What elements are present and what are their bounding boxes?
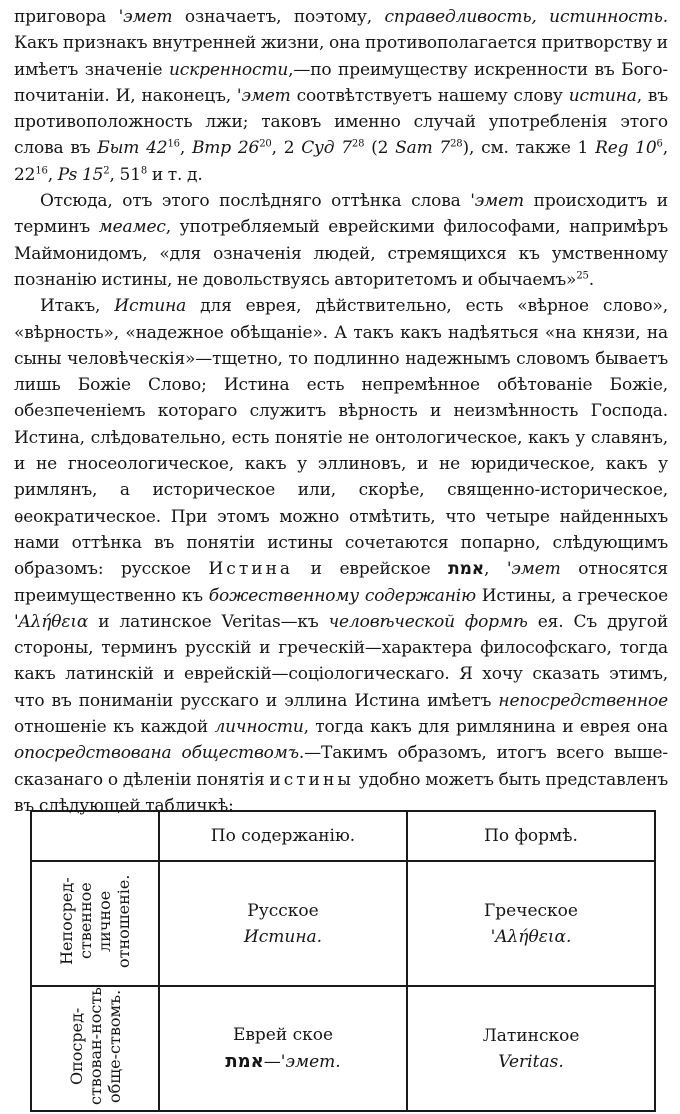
text-run: Какъ признакъ внутренней жизни, она противополагается притворству и имѣетъ значеніе <box>14 33 668 80</box>
row-label-direct: Непосред-ственное личное отношеніе. <box>57 874 133 968</box>
text-run: ,—по преимуществу искренности въ Бого-почитаніи. И, наконецъ, <box>14 59 668 106</box>
term-word: —'эмет. <box>263 1052 341 1072</box>
italic-term: меамес <box>98 217 166 238</box>
italic-term: Истина <box>114 296 187 317</box>
italic-term: человѣческой формѣ <box>328 611 528 632</box>
table-cell-latin <box>407 986 655 1111</box>
text-run: Отсюда, отъ этого послѣдняго оттѣнка слова <box>40 191 471 212</box>
table-row <box>31 861 655 986</box>
term-word: Истина. <box>243 926 323 947</box>
text-run: относятся преимущественно къ <box>14 559 668 606</box>
text-run: , 2 <box>271 138 302 159</box>
text-run: происходитъ и терминъ <box>14 191 668 238</box>
language-name: Русское <box>247 900 319 921</box>
hebrew-word: אמת <box>448 559 484 580</box>
classification-table <box>30 810 656 1112</box>
body-text <box>14 4 668 819</box>
hebrew-term-line <box>160 1051 406 1072</box>
hebrew-word: אמת <box>225 1051 264 1072</box>
verse-subscript: 8 <box>140 165 148 177</box>
row-label-cell <box>31 861 159 986</box>
table-cell-russian <box>159 861 407 986</box>
text-run: , 51 <box>109 164 141 185</box>
page <box>14 4 668 819</box>
text-run: , <box>47 164 58 185</box>
paragraph-3 <box>14 293 668 819</box>
bible-reference: Быт 42 <box>97 138 168 159</box>
text-run: , употребляемый еврейскими философами, напримѣръ Маймонидомъ, «для означенія людей, стремящихся къ умственному познанію истины, не довольствуясь авторитетомъ и обычаемъ» <box>14 217 668 290</box>
language-name: Греческое <box>484 900 578 921</box>
text-run: приговора <box>14 7 119 27</box>
italic-term: непосредственное <box>498 690 668 711</box>
italic-term: справедливость, истинность. <box>384 7 668 27</box>
footnote-marker: 25 <box>576 270 589 282</box>
text-run: удобно можетъ быть представленъ въ слѣдующей табличкѣ: <box>14 769 668 816</box>
paragraph-1 <box>14 4 668 188</box>
bible-reference: Втр 26 <box>191 138 260 159</box>
text-run: Итакъ, <box>40 296 115 317</box>
row-label-cell <box>31 986 159 1111</box>
italic-term: личности <box>214 717 304 738</box>
italic-term: 'эмет <box>236 85 291 106</box>
table-row <box>31 986 655 1111</box>
italic-term: опосредствована обществомъ <box>14 743 299 764</box>
text-run: , 22 <box>14 138 668 185</box>
table-header-row <box>31 811 655 861</box>
text-run: и латинское Veritas—къ <box>88 611 329 632</box>
italic-term: искренности <box>168 59 289 80</box>
bible-reference: Суд 7 <box>301 138 352 159</box>
spaced-term: Истина <box>208 559 294 580</box>
italic-term: 'эмет <box>506 559 561 580</box>
verse-subscript: 20 <box>259 138 272 150</box>
spaced-term: истины <box>269 769 354 790</box>
text-run: ея. Съ другой стороны, терминъ русскій и греческій—характера философскаго, тогда какъ латинскій и еврейскій—соціологическаго. Я хочу сказать этимъ, что въ пониманіи русскаго и эллина Истина имѣетъ <box>14 611 668 711</box>
bible-reference: Ps 15 <box>57 164 104 185</box>
italic-term: божественному содержанію <box>208 585 476 606</box>
text-run: и т. д. <box>147 164 203 185</box>
text-run: Истины, а греческое <box>475 585 668 606</box>
text-run: , тогда какъ для римлянина и еврея она <box>303 717 668 738</box>
column-header-content: По содержанію. <box>159 811 407 861</box>
table-cell-greek <box>407 861 655 986</box>
text-run: и еврейское <box>293 559 449 580</box>
verse-subscript: 28 <box>351 138 365 150</box>
language-name: Латинское <box>482 1025 580 1046</box>
table-corner-cell <box>31 811 159 861</box>
verse-subscript: 2 <box>103 165 110 177</box>
greek-term: 'Αλήθεια <box>14 611 89 632</box>
text-run: означаетъ, поэтому, <box>172 7 385 27</box>
paragraph-2 <box>14 188 668 293</box>
text-run: для еврея, дѣйствительно, есть «вѣрное слово», «вѣрность», «надежное обѣщаніе». А такъ какъ надѣяться «на князи, на сыны человѣческія»—тщетно, то подлинно надежнымъ словомъ бываетъ лишь Божіе Слово; Истина есть непремѣнное обѣтованіе Божіе, обезпеченіемъ котораго служитъ вѣрность и неизмѣнность Господа. Истина, слѣдовательно, есть понятіе не онтологическое, какъ у славянъ, и не гносеологическое, какъ у эллиновъ, и не юридическое, какъ у римлянъ, а историческое или, скорѣе, священно-историческое, ѳеократическое. При этомъ можно отмѣтить, что четыре найденныхъ нами оттѣнка въ понятіи истины сочетаются попарно, слѣдующимъ образомъ: русское <box>14 296 668 580</box>
text-run: ), см. также 1 <box>462 138 596 159</box>
italic-term: 'эмет <box>118 7 173 27</box>
verse-subscript: 16 <box>167 138 180 150</box>
text-run: соотвѣтствуетъ нашему слову <box>290 85 569 106</box>
truth-table <box>30 810 656 1106</box>
text-run: , <box>483 559 507 580</box>
term-word: 'Αλήθεια. <box>490 926 572 947</box>
language-name: Еврей ское <box>232 1025 334 1045</box>
verse-subscript: 16 <box>35 165 48 177</box>
text-run: (2 <box>364 138 396 159</box>
bible-reference: Reg 10 <box>595 138 657 159</box>
term-word: Veritas. <box>498 1051 564 1072</box>
column-header-form: По формѣ. <box>407 811 655 861</box>
text-run: , <box>179 138 192 159</box>
table-cell-hebrew <box>159 986 407 1111</box>
text-run: .—Такимъ образомъ, итогъ всего выше-сказанаго о дѣленіи понятія <box>14 743 668 790</box>
text-run: отношеніе къ каждой <box>14 717 215 738</box>
italic-term: истина <box>568 85 637 106</box>
italic-term: 'эмет <box>470 191 524 212</box>
bible-reference: Sam 7 <box>395 138 451 159</box>
row-label-mediated: Опосред-ствован-ность обще-ствомъ. <box>66 987 124 1105</box>
text-run: , въ противоположность лжи; таковъ именно случай употребленія этого слова въ <box>14 85 668 159</box>
text-run: . <box>588 269 595 290</box>
verse-subscript: 28 <box>450 138 463 150</box>
verse-subscript: 6 <box>656 138 663 150</box>
